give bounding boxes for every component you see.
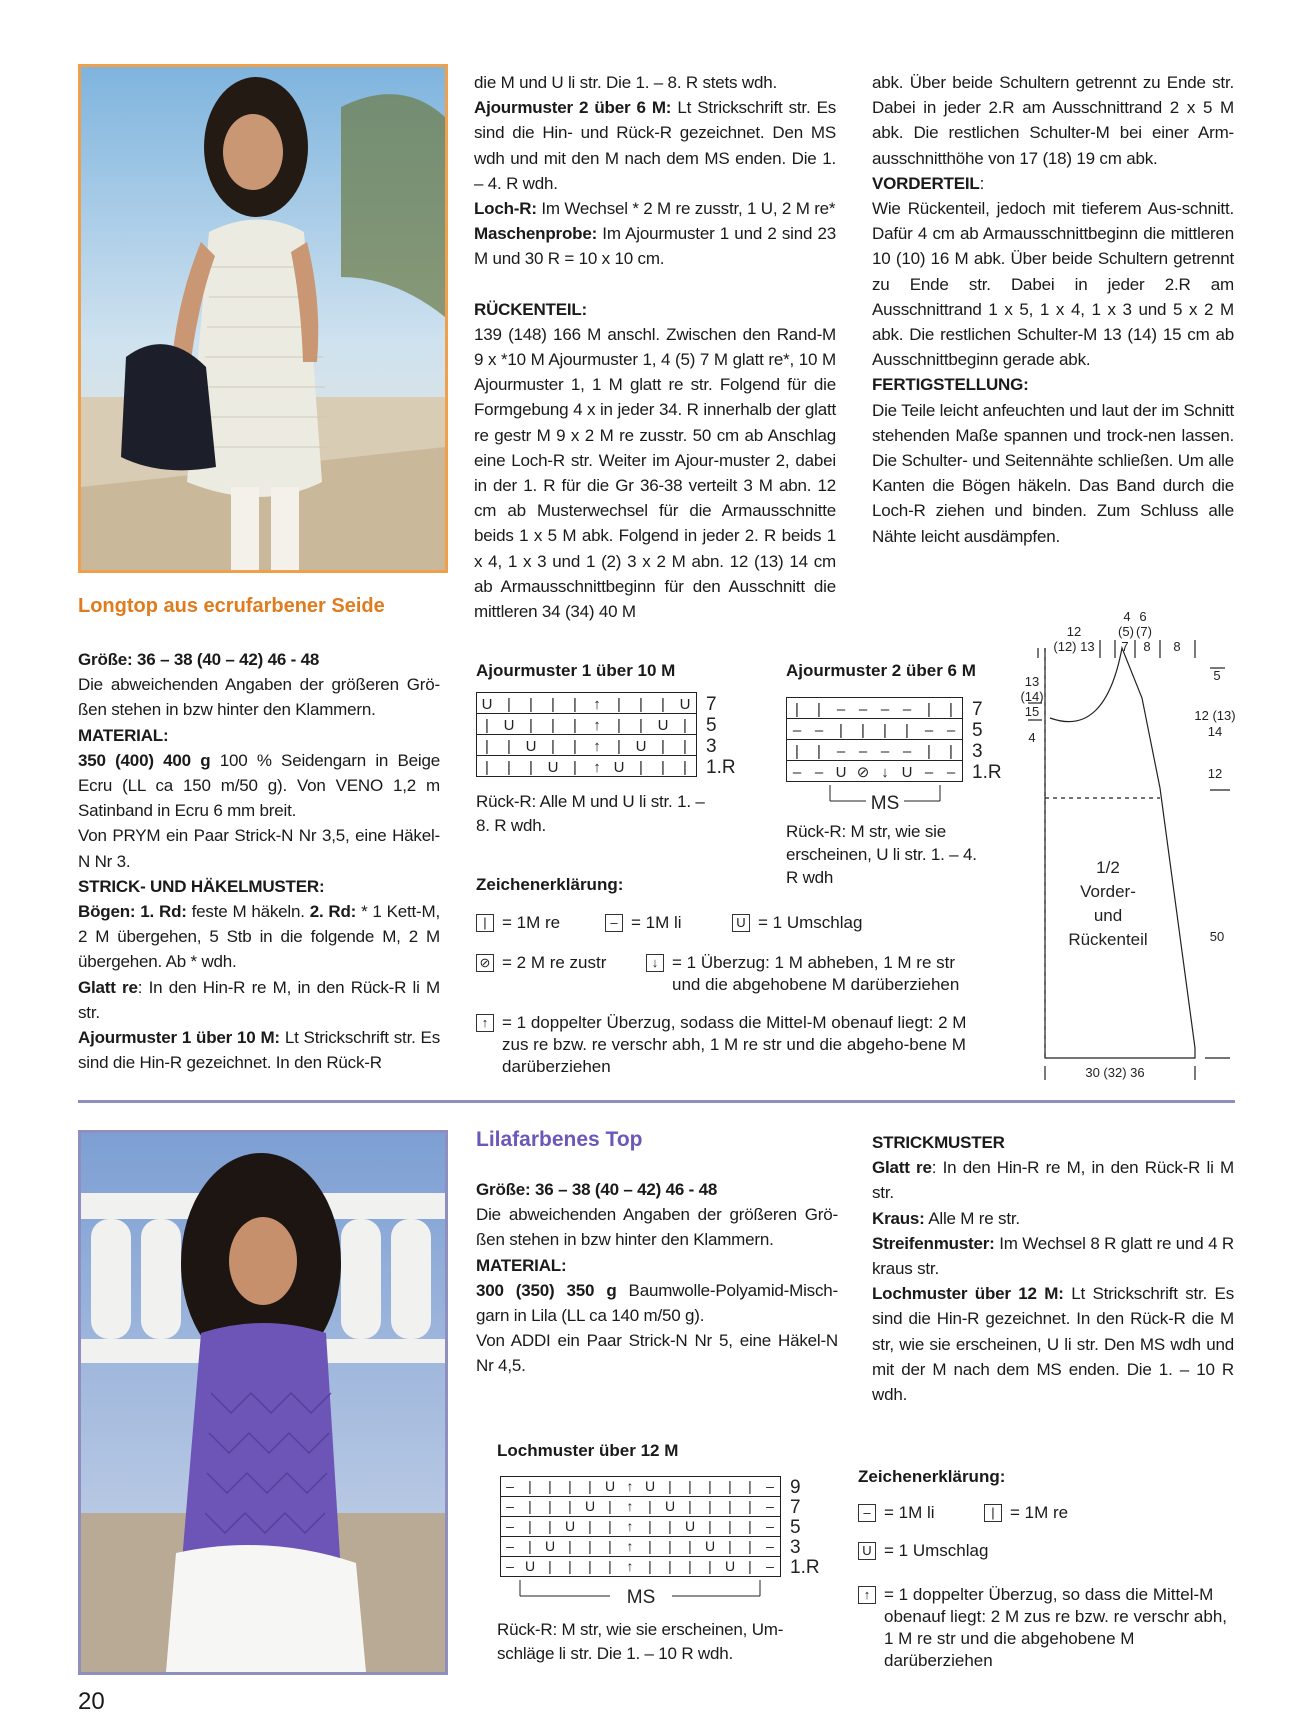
svg-text:|: |	[528, 1518, 532, 1534]
svg-text:U: U	[724, 1558, 736, 1574]
purl-symbol-icon: –	[858, 1504, 876, 1522]
legend-u: U = 1 Umschlag	[732, 912, 862, 934]
legend-re: | = 1M re	[984, 1502, 1068, 1524]
svg-text:–: –	[766, 1558, 774, 1574]
svg-text:|: |	[617, 696, 621, 713]
svg-text:↑: ↑	[593, 717, 601, 734]
mid-text-0: die M und U li str. Die 1. – 8. R stets wdh.	[474, 73, 777, 92]
svg-text:|: |	[683, 717, 687, 734]
size-note: Die abweichenden Angaben der größeren Grö-ßen stehen in bzw hinter den Klammern.	[78, 675, 440, 720]
svg-text:|: |	[551, 738, 555, 755]
svg-text:U: U	[564, 1518, 576, 1534]
svg-text:|: |	[668, 1478, 672, 1494]
maschenprobe-text: Maschenprobe: Im Ajourmuster 1 und 2 sind 23 M und 30 R = 10 x 10 cm.	[474, 224, 836, 269]
svg-text:|: |	[668, 1518, 672, 1534]
svg-text:|: |	[485, 717, 489, 734]
material-text: 350 (400) 400 g 100 % Seidengarn in Beige Ecru (LL ca 150 m/50 g). Von VENO 1,2 m Satinband in Ecru 6 mm breit.	[78, 750, 440, 821]
chart1-row-label: 5	[706, 715, 717, 736]
svg-text:|: |	[588, 1558, 592, 1574]
svg-text:|: |	[748, 1558, 752, 1574]
schematic-center-label: 1/2	[1096, 858, 1120, 877]
svg-text:|: |	[648, 1498, 652, 1514]
svg-text:|: |	[639, 717, 643, 734]
svg-text:|: |	[528, 1478, 532, 1494]
svg-text:|: |	[588, 1538, 592, 1554]
lochmuster-row-label: 9	[790, 1477, 801, 1498]
svg-text:|: |	[548, 1478, 552, 1494]
schematic-label: 6	[1139, 609, 1147, 624]
svg-text:–: –	[766, 1478, 774, 1494]
svg-text:↑: ↑	[593, 738, 601, 755]
svg-text:|: |	[507, 738, 511, 755]
svg-text:–: –	[836, 701, 846, 718]
svg-text:|: |	[568, 1498, 572, 1514]
fertig-heading: FERTIGSTELLUNG:	[872, 375, 1029, 395]
svg-text:|: |	[949, 743, 953, 760]
svg-text:↑: ↑	[626, 1538, 634, 1554]
lochmuster-row-label: 5	[790, 1517, 801, 1538]
size-line: Größe: 36 – 38 (40 – 42) 46 - 48	[78, 650, 320, 669]
svg-text:U: U	[704, 1538, 716, 1554]
svg-text:|: |	[748, 1538, 752, 1554]
svg-text:U: U	[544, 1538, 556, 1554]
svg-text:|: |	[529, 696, 533, 713]
svg-text:|: |	[648, 1538, 652, 1554]
svg-text:|: |	[648, 1518, 652, 1534]
svg-text:|: |	[608, 1538, 612, 1554]
svg-text:|: |	[568, 1478, 572, 1494]
lochmuster-chart-note: Rück-R: M str, wie sie erscheinen, Um-schläge li str. Die 1. – 10 R wdh.	[497, 1620, 784, 1663]
photo-lila-top	[78, 1130, 448, 1675]
svg-text:|: |	[668, 1538, 672, 1554]
strickmuster-heading: STRICKMUSTER	[872, 1133, 1005, 1152]
svg-text:|: |	[551, 696, 555, 713]
rueckenteil-text: 139 (148) 166 M anschl. Zwischen den Rand-M 9 x *10 M Ajourmuster 1, 4 (5) 7 M glatt re*, 10 M Ajourmuster 1, 1 M glatt re str. Folgend für die Formgebung 4 x in jeder 34. R innerhalb der glatt re gestr M 9 x 2 M re zusstr. 50 cm ab Anschlag eine Loch-R str. Weiter im Ajour-muster 2, dabei in der 1. R für die Gr 36-38 verteilt 3 M abn. 12 cm ab Musterwechsel für die Armausschnitte beids 1 x 5 M abk. Folgend in jeder 2. R beids 1 x 4, 1 x 3 und 1 (2) 3 x 2 M abn. 12 (13) 14 cm ab Armausschnittbeginn für den Ausschnitt die mittleren 34 (34) 40 M	[474, 324, 836, 622]
svg-text:|: |	[883, 722, 887, 739]
schematic-label: 13	[1024, 674, 1040, 689]
patterns-heading: STRICK- UND HÄKELMUSTER:	[78, 876, 325, 896]
lochmuster-row-label: 7	[790, 1497, 801, 1518]
svg-text:|: |	[608, 1558, 612, 1574]
svg-text:|: |	[817, 743, 821, 760]
svg-text:|: |	[551, 717, 555, 734]
rueckenteil-heading: RÜCKENTEIL:	[474, 299, 588, 319]
svg-text:|: |	[485, 759, 489, 776]
svg-text:|: |	[683, 738, 687, 755]
svg-text:|: |	[568, 1538, 572, 1554]
svg-text:|: |	[548, 1518, 552, 1534]
kraus-text: Kraus: Alle M re str.	[872, 1208, 1020, 1228]
svg-text:|: |	[608, 1518, 612, 1534]
svg-text:|: |	[639, 696, 643, 713]
svg-text:U: U	[525, 738, 537, 755]
svg-text:⊘: ⊘	[856, 764, 870, 781]
yarn-over-symbol-icon: U	[732, 914, 750, 932]
svg-text:|: |	[688, 1498, 692, 1514]
svg-text:U: U	[679, 696, 691, 713]
photo-lila-top-image	[81, 1133, 445, 1672]
svg-text:|: |	[608, 1498, 612, 1514]
svg-text:–: –	[506, 1558, 514, 1574]
svg-text:|: |	[683, 759, 687, 776]
boegen-text: Bögen: 1. Rd: feste M häkeln. 2. Rd: * 1 Kett-M, 2 M übergehen, 5 Stb in die folgende M, 2 M übergehen. Ab * wdh.	[78, 902, 440, 972]
schematic-label: 30 (32) 36	[1085, 1065, 1145, 1080]
schematic-label: 4	[1028, 730, 1036, 745]
svg-text:|: |	[795, 701, 799, 718]
purl-symbol-icon: –	[605, 914, 623, 932]
chart1-title: Ajourmuster 1 über 10 M	[476, 661, 676, 680]
svg-text:U: U	[684, 1518, 696, 1534]
legend-ueb: ↓ = 1 Überzug: 1 M abheben, 1 M re str und die abgehobene M darüberziehen	[646, 952, 986, 996]
svg-text:|: |	[485, 738, 489, 755]
svg-text:U: U	[604, 1478, 616, 1494]
chart1-row-label: 3	[706, 736, 717, 757]
garment-schematic	[1010, 608, 1240, 1088]
svg-text:U: U	[613, 759, 625, 776]
svg-text:|: |	[728, 1498, 732, 1514]
svg-text:U: U	[835, 764, 847, 781]
chart1-note: Rück-R: Alle M und U li str. 1. – 8. R wdh.	[476, 792, 705, 835]
size-line: Größe: 36 – 38 (40 – 42) 46 - 48	[476, 1180, 718, 1199]
svg-text:|: |	[688, 1478, 692, 1494]
svg-text:–: –	[902, 701, 912, 718]
chart1-row-label: 1.R	[706, 757, 736, 778]
schematic-label: 4	[1123, 609, 1131, 624]
svg-text:|: |	[748, 1478, 752, 1494]
svg-text:|: |	[661, 738, 665, 755]
streifen-text: Streifenmuster: Im Wechsel 8 R glatt re und 4 R kraus str.	[872, 1233, 1234, 1279]
svg-text:|: |	[588, 1518, 592, 1534]
schematic-label: (7)	[1136, 624, 1152, 639]
photo-longtop-image	[81, 67, 445, 570]
schematic-label: 50	[1209, 929, 1225, 944]
svg-text:–: –	[880, 701, 890, 718]
svg-text:|: |	[507, 696, 511, 713]
svg-text:|: |	[861, 722, 865, 739]
svg-text:|: |	[817, 701, 821, 718]
svg-text:|: |	[927, 701, 931, 718]
svg-text:|: |	[639, 759, 643, 776]
chart2-grid	[786, 697, 1016, 815]
svg-text:|: |	[748, 1498, 752, 1514]
bottom-title: Lilafarbenes Top	[476, 1128, 643, 1151]
svg-text:|: |	[648, 1558, 652, 1574]
chart2-title: Ajourmuster 2 über 6 M	[786, 661, 976, 680]
svg-text:|: |	[617, 738, 621, 755]
svg-text:|: |	[548, 1498, 552, 1514]
lochr-text: Loch-R: Im Wechsel * 2 M re zusstr, 1 U, 2 M re*	[474, 199, 836, 219]
lochmuster-row-label: 1.R	[790, 1557, 820, 1578]
ajour1-text: Ajourmuster 1 über 10 M: Lt Strickschrift str. Es sind die Hin-R gezeichnet. In den Rück-R	[78, 1028, 440, 1073]
schematic-label: 14	[1207, 724, 1223, 739]
chart2-ms-label: MS	[870, 793, 900, 814]
svg-text:–: –	[946, 764, 956, 781]
chart2-row-label: 5	[972, 720, 983, 741]
needles-text: Von PRYM ein Paar Strick-N Nr 3,5, eine Häkel-N Nr 3.	[78, 826, 440, 871]
lochmuster-row-label: 3	[790, 1537, 801, 1558]
skp-symbol-icon: ↓	[646, 954, 664, 972]
svg-text:–: –	[858, 743, 868, 760]
svg-text:U: U	[481, 696, 493, 713]
lochmuster-chart-title: Lochmuster über 12 M	[497, 1441, 679, 1460]
svg-text:|: |	[949, 701, 953, 718]
svg-text:|: |	[568, 1558, 572, 1574]
svg-text:–: –	[880, 743, 890, 760]
svg-text:–: –	[506, 1538, 514, 1554]
svg-text:–: –	[766, 1498, 774, 1514]
svg-text:↑: ↑	[593, 759, 601, 776]
svg-text:U: U	[547, 759, 559, 776]
svg-text:–: –	[902, 743, 912, 760]
bottom-middle-column	[476, 1177, 838, 1379]
svg-text:–: –	[946, 722, 956, 739]
chart2-row-label: 1.R	[972, 762, 1002, 783]
schematic-label: 7	[1121, 639, 1129, 654]
svg-text:–: –	[792, 764, 802, 781]
svg-text:|: |	[528, 1498, 532, 1514]
schematic-label: 8	[1173, 639, 1181, 654]
svg-text:U: U	[524, 1558, 536, 1574]
svg-text:↑: ↑	[626, 1478, 634, 1494]
schematic-label: 12 (13)	[1194, 708, 1236, 723]
svg-text:–: –	[814, 722, 824, 739]
top-right-column	[872, 70, 1234, 549]
material-text: 300 (350) 350 g Baumwolle-Polyamid-Misch-garn in Lila (LL ca 140 m/50 g).	[476, 1280, 838, 1326]
schematic-label: (14)	[1020, 689, 1044, 704]
right-text-0: abk. Über beide Schultern getrennt zu Ende str. Dabei in jeder 2.R am Ausschnittrand 2 x 5 M abk. Die restlichen Schulter-M bei einer Arm-ausschnitthöhe von 17 (18) 19 cm abk.	[872, 73, 1234, 168]
chart1-row-label: 7	[706, 694, 717, 715]
svg-text:↑: ↑	[626, 1518, 634, 1534]
svg-text:U: U	[664, 1498, 676, 1514]
schematic-center-label: Rückenteil	[1068, 930, 1148, 949]
svg-text:|: |	[708, 1498, 712, 1514]
svg-text:U: U	[657, 717, 669, 734]
double-decrease-symbol-icon: ↑	[858, 1586, 876, 1604]
schematic-label: (5)	[1118, 624, 1134, 639]
bottom-right-column	[872, 1130, 1234, 1407]
chart2-row-label: 3	[972, 741, 983, 762]
svg-text:–: –	[506, 1498, 514, 1514]
svg-text:–: –	[924, 722, 934, 739]
legend-li: – = 1M li	[858, 1502, 935, 1524]
page-number: 20	[78, 1688, 105, 1715]
section-divider	[78, 1100, 1235, 1103]
schematic-label: 15	[1024, 704, 1040, 719]
svg-text:|: |	[927, 743, 931, 760]
knit-symbol-icon: |	[984, 1504, 1002, 1522]
svg-text:U: U	[584, 1498, 596, 1514]
schematic-label: 12	[1207, 766, 1223, 781]
svg-text:|: |	[728, 1538, 732, 1554]
svg-text:|: |	[573, 696, 577, 713]
svg-text:|: |	[661, 696, 665, 713]
yarn-over-symbol-icon: U	[858, 1542, 876, 1560]
legend-dopp: ↑ = 1 doppelter Überzug, so dass die Mittel-M obenauf liegt: 2 M zus re bzw. re verschr abh, 1 M re str und die abgehobene M darüberziehen	[858, 1584, 1238, 1672]
ajour2-text: Ajourmuster 2 über 6 M: Lt Strickschrift str. Es sind die Hin- und Rück-R gezeichnet. Den MS wdh und mit den M nach dem MS enden. Die 1. – 4. R wdh.	[474, 98, 837, 193]
size-note: Die abweichenden Angaben der größeren Grö-ßen stehen in bzw hinter den Klammern.	[476, 1205, 838, 1250]
schematic-center-label: Vorder-	[1080, 882, 1136, 901]
svg-text:|: |	[728, 1478, 732, 1494]
glatt-text: Glatt re: In den Hin-R re M, in den Rück-R li M str.	[78, 977, 440, 1022]
svg-text:|: |	[528, 1538, 532, 1554]
fertig-text: Die Teile leicht anfeuchten und laut der im Schnitt stehenden Maße spannen und trock-nen lassen. Die Schulter- und Seitennähte schließen. Um alle Kanten die Bögen häkeln. Das Band durch die Loch-R ziehen und binden. Zum Schluss alle Nähte leicht ausdämpfen.	[872, 400, 1234, 546]
svg-text:–: –	[814, 764, 824, 781]
schematic-center-label: und	[1093, 906, 1123, 925]
chart2-row-label: 7	[972, 699, 983, 720]
needles-text: Von ADDI ein Paar Strick-N Nr 5, eine Häkel-N Nr 4,5.	[476, 1331, 838, 1376]
k2tog-symbol-icon: ⊘	[476, 954, 494, 972]
svg-text:|: |	[688, 1558, 692, 1574]
chart1-grid	[476, 692, 756, 780]
svg-text:U: U	[901, 764, 913, 781]
svg-text:–: –	[792, 722, 802, 739]
svg-text:|: |	[728, 1518, 732, 1534]
svg-text:|: |	[548, 1558, 552, 1574]
legend-li: – = 1M li	[605, 912, 682, 934]
lochmuster-chart-grid	[500, 1476, 840, 1626]
svg-text:|: |	[668, 1558, 672, 1574]
svg-text:U: U	[635, 738, 647, 755]
svg-text:U: U	[644, 1478, 656, 1494]
schematic-label: (12) 13	[1053, 639, 1095, 654]
svg-text:↑: ↑	[593, 696, 601, 713]
legend-dopp: ↑ = 1 doppelter Überzug, sodass die Mittel-M obenauf liegt: 2 M zus re bzw. re verschr abh, 1 M re str und die abgeho-bene M darüberziehen	[476, 1012, 976, 1078]
chart2-note: Rück-R: M str, wie sie erscheinen, U li str. 1. – 4. R wdh	[786, 822, 977, 887]
photo-longtop	[78, 64, 448, 573]
svg-text:|: |	[905, 722, 909, 739]
svg-text:|: |	[688, 1538, 692, 1554]
material-heading: MATERIAL:	[78, 725, 169, 745]
svg-text:↑: ↑	[626, 1498, 634, 1514]
legend-zus: ⊘ = 2 M re zustr	[476, 952, 606, 974]
schematic-label: 12	[1066, 624, 1082, 639]
double-decrease-symbol-icon: ↑	[476, 1014, 494, 1032]
top-left-column	[78, 647, 440, 1075]
svg-text:|: |	[529, 759, 533, 776]
svg-text:|: |	[573, 738, 577, 755]
svg-text:|: |	[661, 759, 665, 776]
svg-text:|: |	[507, 759, 511, 776]
svg-text:|: |	[839, 722, 843, 739]
svg-text:–: –	[924, 764, 934, 781]
knit-symbol-icon: |	[476, 914, 494, 932]
lochmuster-text: Lochmuster über 12 M: Lt Strickschrift str. Es sind die Hin-R gezeichnet. In den Rück-R die M str, wie sie erscheinen, U li str. Den MS wdh und mit der M nach dem MS enden. Die 1. – 10 R wdh.	[872, 1284, 1235, 1405]
svg-text:|: |	[795, 743, 799, 760]
legend-re: | = 1M re	[476, 912, 560, 934]
svg-text:–: –	[506, 1478, 514, 1494]
legend-u: U = 1 Umschlag	[858, 1540, 988, 1562]
svg-text:|: |	[588, 1478, 592, 1494]
svg-text:|: |	[573, 717, 577, 734]
vorderteil-text: Wie Rückenteil, jedoch mit tieferem Aus-schnitt. Dafür 4 cm ab Armausschnittbeginn die mittleren 10 (10) 16 M abk. Über beide Schultern getrennt zu Ende str. Dabei in jeder 2.R am Ausschnittrand 1 x 5, 1 x 4, 1 x 3 und 5 x 2 M abk. Die restlichen Schulter-M 13 (14) 15 cm ab Ausschnittbeginn gerade abk.	[872, 199, 1234, 370]
svg-text:–: –	[506, 1518, 514, 1534]
svg-text:|: |	[708, 1518, 712, 1534]
schematic-label: 8	[1143, 639, 1151, 654]
bottom-legend-title: Zeichenerklärung:	[858, 1467, 1006, 1486]
svg-text:|: |	[573, 759, 577, 776]
top-legend-title: Zeichenerklärung:	[476, 875, 624, 894]
top-middle-column	[474, 70, 836, 624]
svg-text:|: |	[529, 717, 533, 734]
svg-text:–: –	[766, 1538, 774, 1554]
vorderteil-heading: VORDERTEIL:	[872, 173, 985, 193]
svg-text:–: –	[836, 743, 846, 760]
svg-text:|: |	[708, 1558, 712, 1574]
svg-text:|: |	[708, 1478, 712, 1494]
svg-text:U: U	[503, 717, 515, 734]
material-heading: MATERIAL:	[476, 1255, 567, 1275]
glatt-text: Glatt re: In den Hin-R re M, in den Rück-R li M str.	[872, 1158, 1234, 1203]
svg-text:–: –	[766, 1518, 774, 1534]
top-title: Longtop aus ecrufarbener Seide	[78, 595, 385, 617]
svg-text:–: –	[858, 701, 868, 718]
svg-text:|: |	[748, 1518, 752, 1534]
lochmuster-ms-label: MS	[626, 1587, 656, 1608]
schematic-label: 5	[1213, 668, 1221, 683]
svg-text:↑: ↑	[626, 1558, 634, 1574]
svg-text:|: |	[617, 717, 621, 734]
svg-text:↓: ↓	[881, 764, 889, 781]
